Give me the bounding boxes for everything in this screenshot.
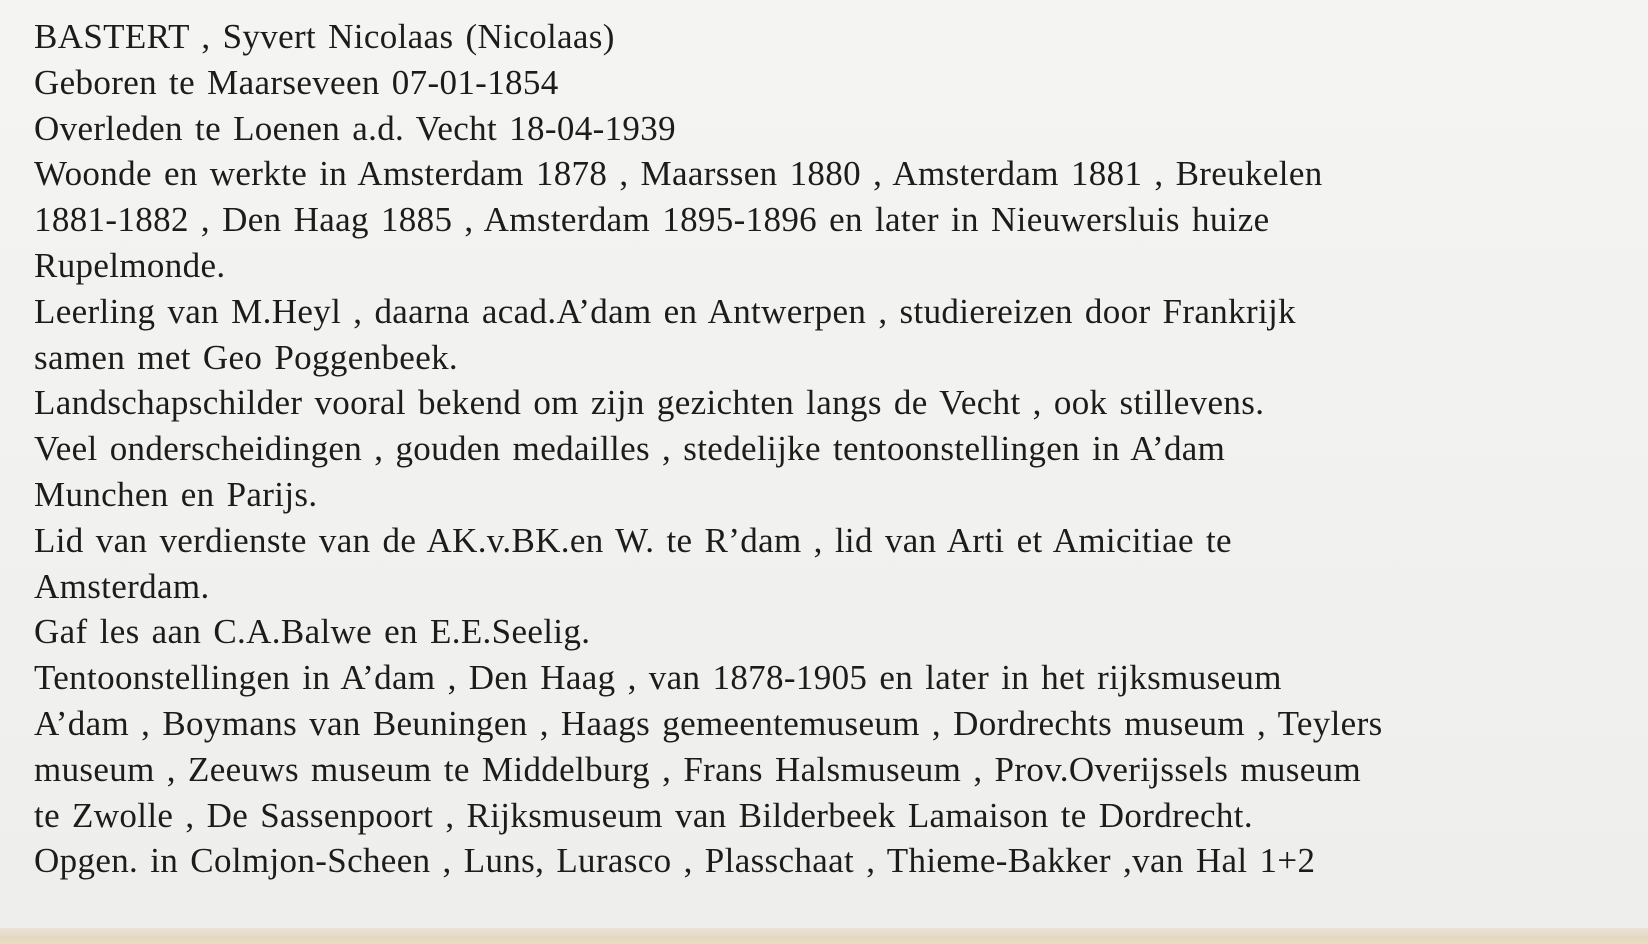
line-training-2: samen met Geo Poggenbeek. bbox=[34, 337, 459, 377]
line-residence-2: 1881-1882 , Den Haag 1885 , Amsterdam 1895-1896 en later in Nieuwersluis huize bbox=[34, 200, 1270, 240]
line-residence-3: Rupelmonde. bbox=[34, 245, 226, 285]
line-subject: Landschapschilder vooral bekend om zijn gezichten langs de Vecht , ook stillevens. bbox=[34, 383, 1265, 423]
line-exhibitions-3: museum , Zeeuws museum te Middelburg , Frans Halsmuseum , Prov.Overijssels museum bbox=[34, 749, 1362, 789]
biography-text bbox=[34, 14, 1634, 884]
paper-bottom-edge bbox=[0, 928, 1648, 944]
line-awards-1: Veel onderscheidingen , gouden medailles , stedelijke tentoonstellingen in A’dam bbox=[34, 429, 1226, 469]
line-references: Opgen. in Colmjon-Scheen , Luns, Lurasco , Plasschaat , Thieme-Bakker ,van Hal 1+2 bbox=[34, 841, 1316, 881]
line-birth: Geboren te Maarseveen 07-01-1854 bbox=[34, 62, 559, 102]
line-death: Overleden te Loenen a.d. Vecht 18-04-1939 bbox=[34, 108, 676, 148]
line-membership-2: Amsterdam. bbox=[34, 566, 210, 606]
line-training-1: Leerling van M.Heyl , daarna acad.A’dam en Antwerpen , studiereizen door Frankrijk bbox=[34, 291, 1296, 331]
line-students: Gaf les aan C.A.Balwe en E.E.Seelig. bbox=[34, 612, 591, 652]
line-residence-1: Woonde en werkte in Amsterdam 1878 , Maarssen 1880 , Amsterdam 1881 , Breukelen bbox=[34, 154, 1323, 194]
line-awards-2: Munchen en Parijs. bbox=[34, 474, 318, 514]
line-exhibitions-1: Tentoonstellingen in A’dam , Den Haag , van 1878-1905 en later in het rijksmuseum bbox=[34, 658, 1282, 698]
line-exhibitions-2: A’dam , Boymans van Beuningen , Haags gemeentemuseum , Dordrechts museum , Teylers bbox=[34, 703, 1383, 743]
line-membership-1: Lid van verdienste van de AK.v.BK.en W. te R’dam , lid van Arti et Amicitiae te bbox=[34, 520, 1232, 560]
line-exhibitions-4: te Zwolle , De Sassenpoort , Rijksmuseum van Bilderbeek Lamaison te Dordrecht. bbox=[34, 795, 1253, 835]
line-name: BASTERT , Syvert Nicolaas (Nicolaas) bbox=[34, 17, 615, 56]
